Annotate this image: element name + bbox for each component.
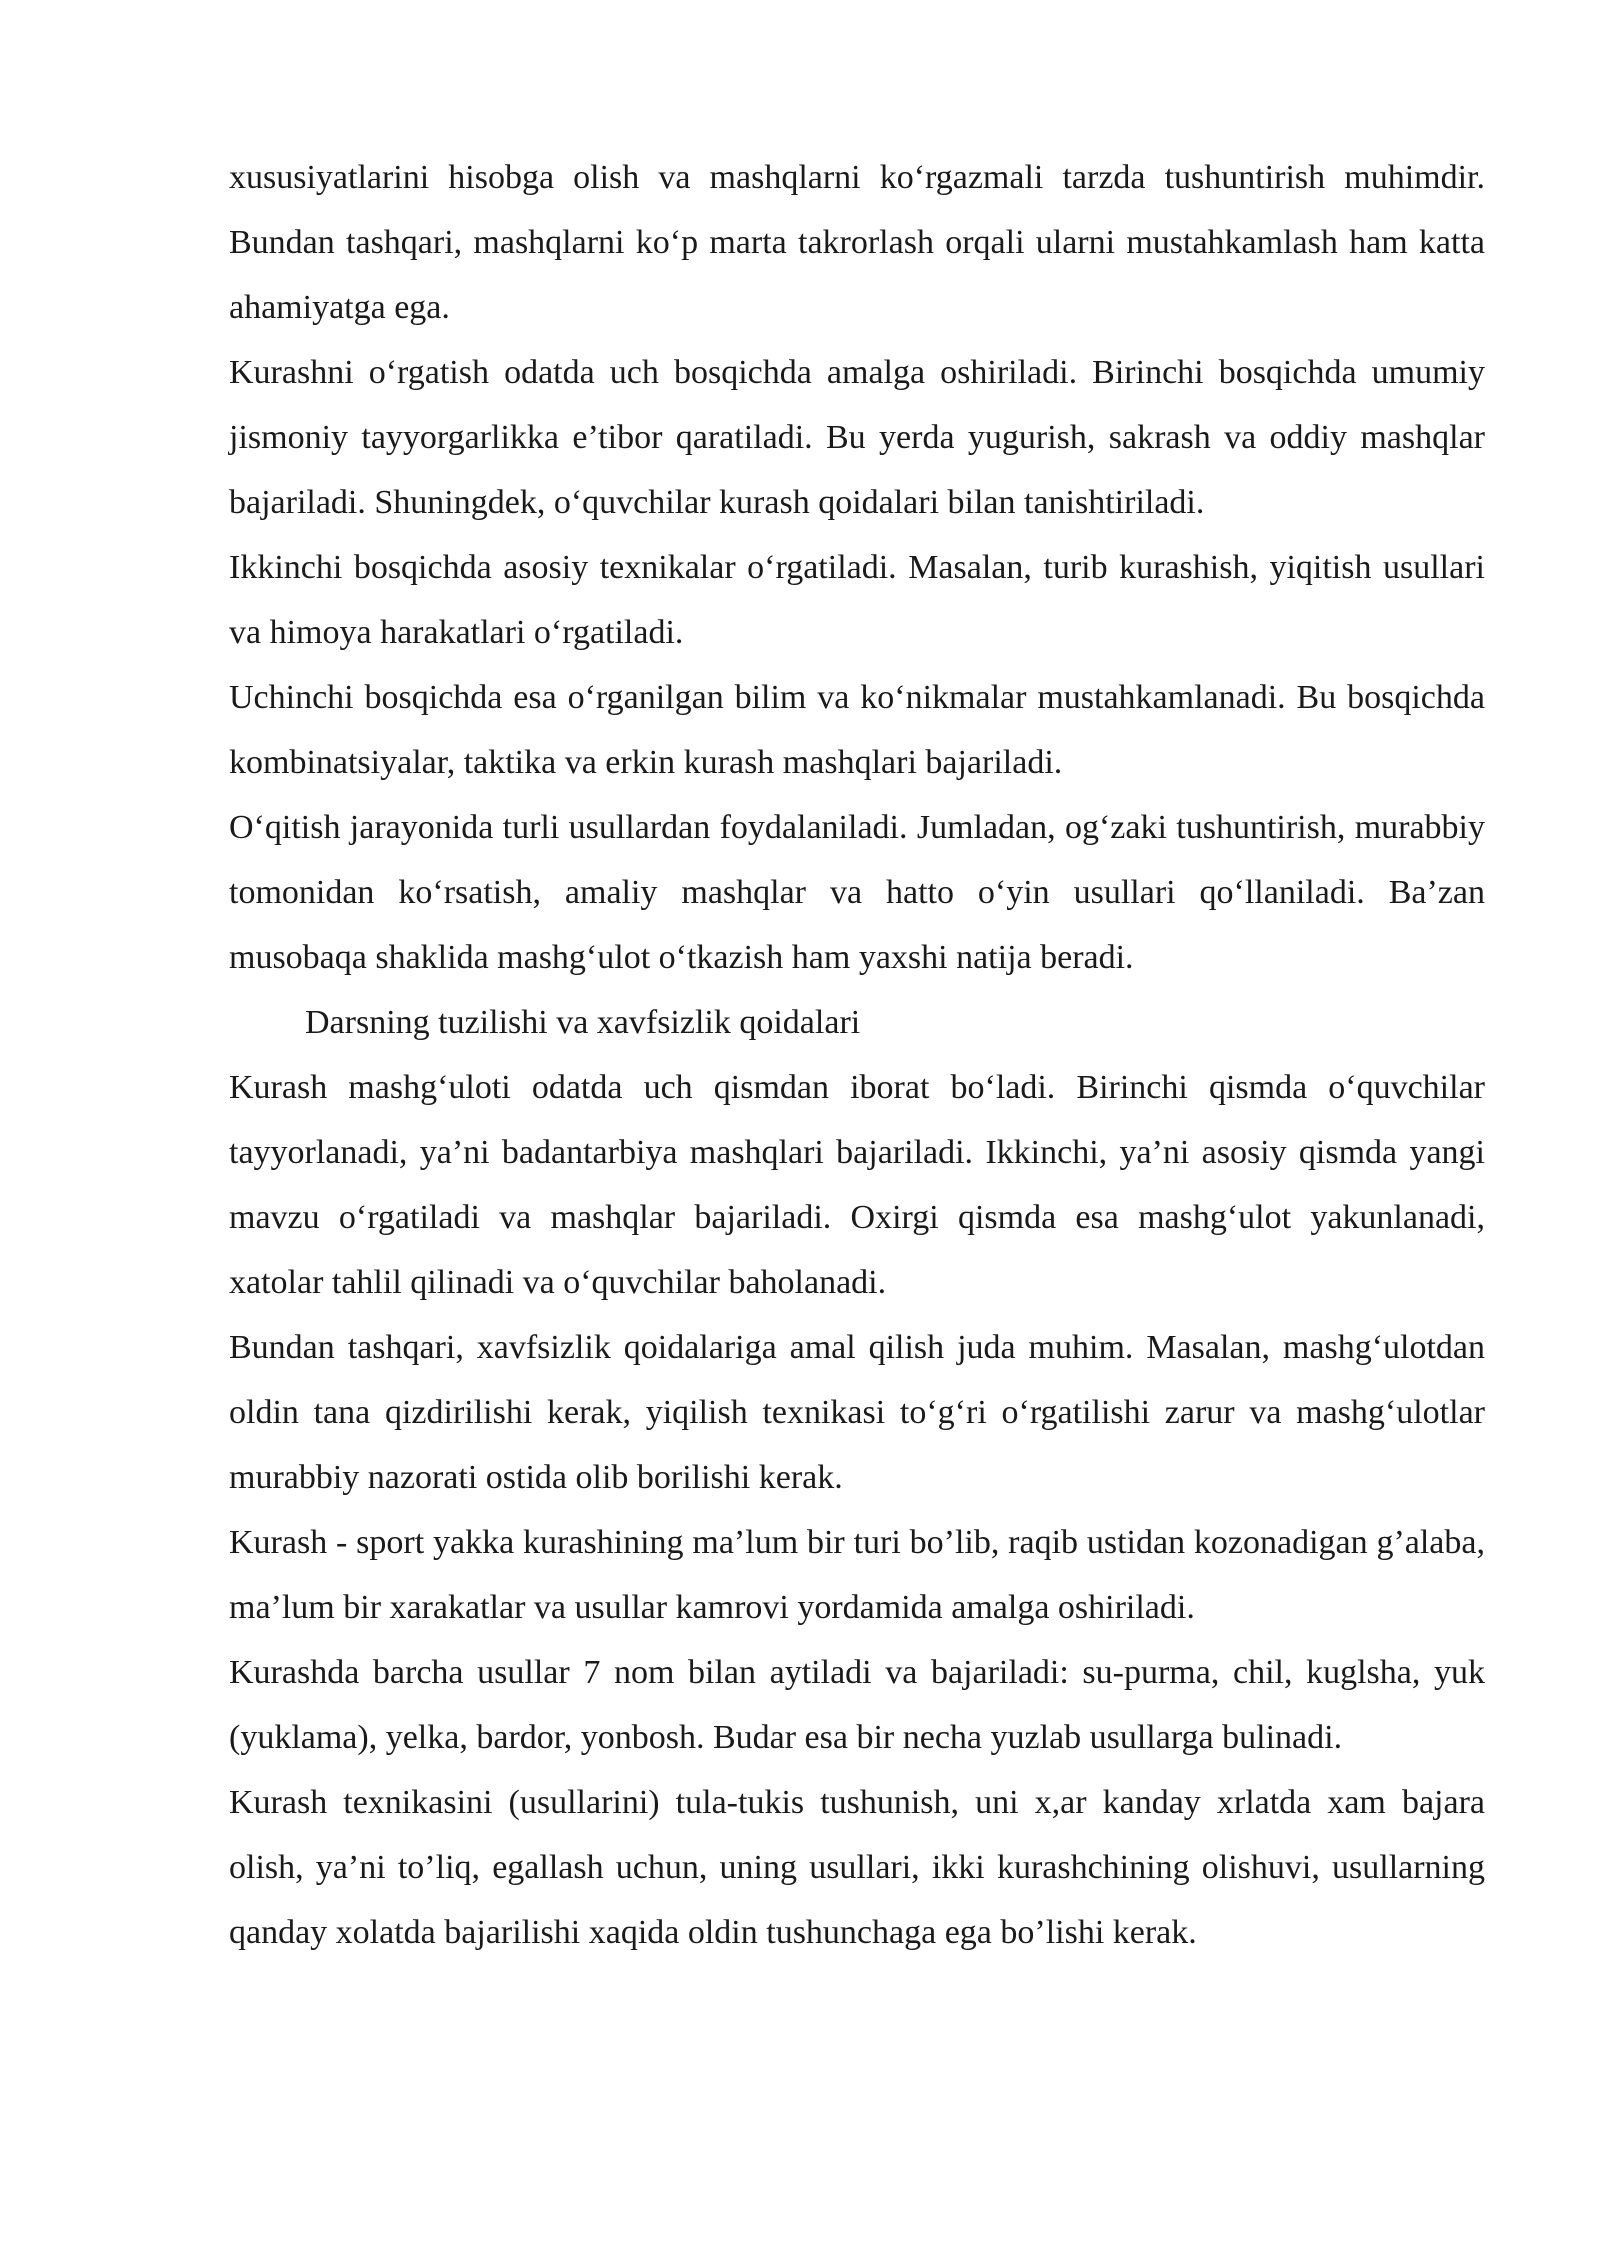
paragraph: Kurash mashg‘uloti odatda uch qismdan iborat bo‘ladi. Birinchi qismda o‘quvchilar tayyorlanadi, ya’ni badantarbiya mashqlari bajariladi. Ikkinchi, ya’ni asosiy qismda yangi mavzu o‘rgatiladi va mashqlar bajariladi. Oxirgi qismda esa mashg‘ulot yakunlanadi, xatolar tahlil qilinadi va o‘quvchilar baholanadi.: [229, 1069, 1485, 1301]
paragraph: O‘qitish jarayonida turli usullardan foydalaniladi. Jumladan, og‘zaki tushuntirish, murabbiy tomonidan ko‘rsatish, amaliy mashqlar va hatto o‘yin usullari qo‘llaniladi. Ba’zan musobaqa shaklida mashg‘ulot o‘tkazish ham yaxshi natija beradi.: [229, 809, 1485, 976]
paragraph: Kurashda barcha usullar 7 nom bilan aytiladi va bajariladi: su-purma, chil, kuglsha, yuk (yuklama), yelka, bardor, yonbosh. Budar esa bir necha yuzlab usullarga bulinadi.: [229, 1654, 1485, 1756]
section-heading: Darsning tuzilishi va xavfsizlik qoidalari: [305, 1004, 861, 1041]
paragraph: Kurashni o‘rgatish odatda uch bosqichda amalga oshiriladi. Birinchi bosqichda umumiy jismoniy tayyorgarlikka e’tibor qaratiladi. Bu yerda yugurish, sakrash va oddiy mashqlar bajariladi. Shuningdek, o‘quvchilar kurash qoidalari bilan tanishtiriladi.: [229, 354, 1485, 521]
paragraph: Kurash texnikasini (usullarini) tula-tukis tushunish, uni x,ar kanday xrlatda xam bajara olish, ya’ni to’liq, egallash uchun, uning usullari, ikki kurashchining olishuvi, usullarning qanday xolatda bajarilishi xaqida oldin tushunchaga ega bo’lishi kerak.: [229, 1784, 1485, 1951]
paragraph: Ikkinchi bosqichda asosiy texnikalar o‘rgatiladi. Masalan, turib kurashish, yiqitish usullari va himoya harakatlari o‘rgatiladi.: [229, 549, 1485, 651]
paragraph: xususiyatlarini hisobga olish va mashqlarni ko‘rgazmali tarzda tushuntirish muhimdir. Bundan tashqari, mashqlarni ko‘p marta takrorlash orqali ularni mustahkamlash ham katta ahamiyatga ega.: [229, 159, 1485, 326]
paragraph: Kurash - sport yakka kurashining ma’lum bir turi bo’lib, raqib ustidan kozonadigan g’alaba, ma’lum bir xarakatlar va usullar kamrovi yordamida amalga oshiriladi.: [229, 1524, 1485, 1626]
paragraph: Uchinchi bosqichda esa o‘rganilgan bilim va ko‘nikmalar mustahkamlanadi. Bu bosqichda kombinatsiyalar, taktika va erkin kurash mashqlari bajariladi.: [229, 679, 1485, 781]
document-body: [229, 145, 1485, 1965]
paragraph: Bundan tashqari, xavfsizlik qoidalariga amal qilish juda muhim. Masalan, mashg‘ulotdan oldin tana qizdirilishi kerak, yiqilish texnikasi to‘g‘ri o‘rgatilishi zarur va mashg‘ulotlar murabbiy nazorati ostida olib borilishi kerak.: [229, 1329, 1485, 1496]
